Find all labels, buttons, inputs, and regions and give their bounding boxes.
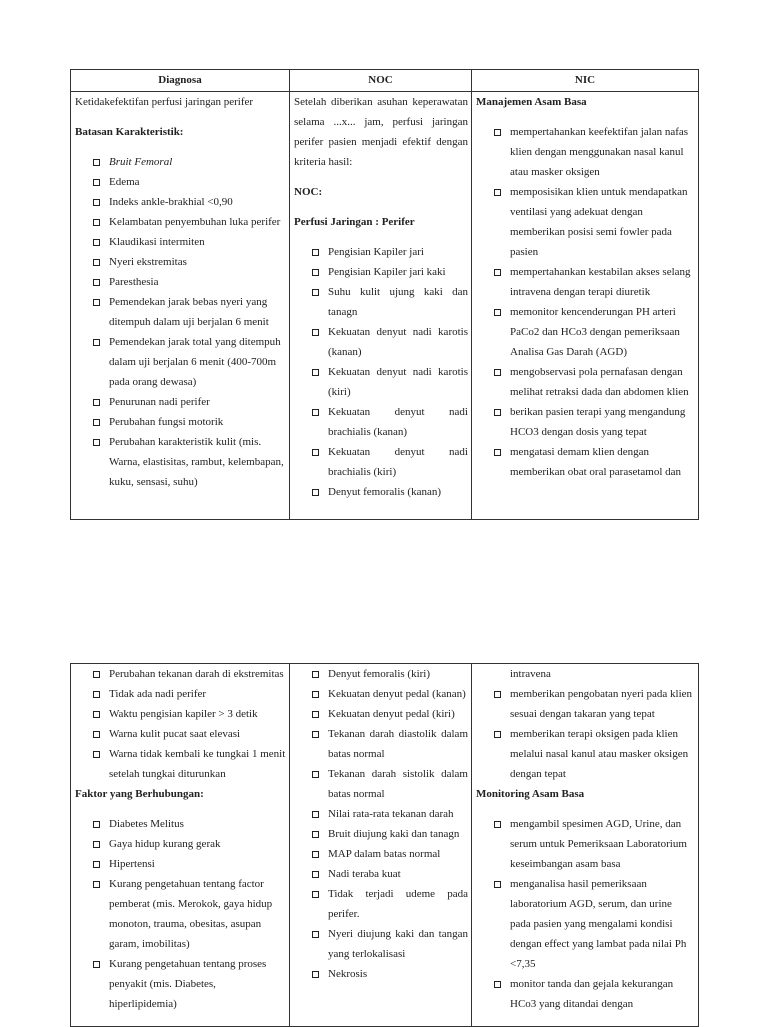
noc-cell xyxy=(290,664,472,1027)
list-item: Denyut femoralis (kanan) xyxy=(310,482,468,502)
noc-heading: Perfusi Jaringan : Perifer xyxy=(294,216,415,228)
list-item: Kekuatan denyut nadi karotis (kanan) xyxy=(310,322,468,362)
header-row xyxy=(71,70,699,92)
list-item: monitor tanda dan gejala kekurangan HCo3 yang ditandai dengan xyxy=(492,974,695,1014)
nic-list xyxy=(476,664,695,784)
list-item: Kekuatan denyut nadi brachialis (kanan) xyxy=(310,402,468,442)
list-item: Perubahan fungsi motorik xyxy=(91,412,286,432)
content-row xyxy=(71,92,699,520)
list-item: Kekuatan denyut pedal (kiri) xyxy=(310,704,468,724)
list-item: mempertahankan keefektifan jalan nafas klien dengan menggunakan nasal kanul atau masker oksigen xyxy=(492,122,695,182)
list-item: Tidak terjadi udeme pada perifer. xyxy=(310,884,468,924)
list-item: Tekanan darah diastolik dalam batas normal xyxy=(310,724,468,764)
list-item: Kurang pengetahuan tentang proses penyakit (mis. Diabetes, hiperlipidemia) xyxy=(91,954,286,1014)
list-item: Gaya hidup kurang gerak xyxy=(91,834,286,854)
list-item: Pemendekan jarak total yang ditempuh dalam uji berjalan 6 menit (400-700m pada orang dewasa) xyxy=(91,332,286,392)
list-item: Pengisian Kapiler jari xyxy=(310,242,468,262)
list-item: Nekrosis xyxy=(310,964,468,984)
list-item: Perubahan tekanan darah di ekstremitas xyxy=(91,664,286,684)
list-item: Warna tidak kembali ke tungkai 1 menit setelah tungkai diturunkan xyxy=(91,744,286,784)
noc-list xyxy=(294,242,468,502)
list-item: Pemendekan jarak bebas nyeri yang ditempuh dalam uji berjalan 6 menit xyxy=(91,292,286,332)
diagnosa-cell xyxy=(71,92,290,520)
list-item: Tekanan darah sistolik dalam batas normal xyxy=(310,764,468,804)
noc-intro: Setelah diberikan asuhan keperawatan selama ...x... jam, perfusi jaringan perifer pasien menjadi efektif dengan kriteria hasil: xyxy=(294,96,468,168)
diagnosa-title: Ketidakefektifan perfusi jaringan perifer xyxy=(75,96,254,108)
header-nic: NIC xyxy=(472,70,699,92)
batasan-list xyxy=(75,152,286,492)
list-item: Kekuatan denyut pedal (kanan) xyxy=(310,684,468,704)
noc-cell xyxy=(290,92,472,520)
list-item: Bruit diujung kaki dan tanagn xyxy=(310,824,468,844)
list-item: memberikan terapi oksigen pada klien melalui nasal kanul atau masker oksigen dengan tepat xyxy=(492,724,695,784)
care-plan-table-1 xyxy=(70,69,699,520)
list-item: Nyeri ekstremitas xyxy=(91,252,286,272)
list-item: menganalisa hasil pemeriksaan laboratorium AGD, serum, dan urine pada pasien yang mengalami kondisi dengan effect yang lambat pada nilai Ph <7,35 xyxy=(492,874,695,974)
list-item: Penurunan nadi perifer xyxy=(91,392,286,412)
list-item: Paresthesia xyxy=(91,272,286,292)
list-item: Waktu pengisian kapiler > 3 detik xyxy=(91,704,286,724)
list-item: Nadi teraba kuat xyxy=(310,864,468,884)
monitoring-heading: Monitoring Asam Basa xyxy=(476,788,585,800)
faktor-list xyxy=(75,814,286,1014)
nic-heading: Manajemen Asam Basa xyxy=(476,96,587,108)
monitoring-list xyxy=(476,814,695,1014)
header-noc: NOC xyxy=(290,70,472,92)
header-diagnosa: Diagnosa xyxy=(71,70,290,92)
nic-cell xyxy=(472,92,699,520)
list-item: Denyut femoralis (kiri) xyxy=(310,664,468,684)
list-item: Kekuatan denyut nadi brachialis (kiri) xyxy=(310,442,468,482)
content-row xyxy=(71,664,699,1027)
diagnosa-list xyxy=(75,664,286,784)
list-item: Suhu kulit ujung kaki dan tanagn xyxy=(310,282,468,322)
list-item: Nilai rata-rata tekanan darah xyxy=(310,804,468,824)
list-item: Tidak ada nadi perifer xyxy=(91,684,286,704)
care-plan-table-2 xyxy=(70,663,699,1027)
list-item: Bruit Femoral xyxy=(91,152,286,172)
list-item: mempertahankan kestabilan akses selang intravena dengan terapi diuretik xyxy=(492,262,695,302)
list-item: Kelambatan penyembuhan luka perifer xyxy=(91,212,286,232)
list-item: Pengisian Kapiler jari kaki xyxy=(310,262,468,282)
nic-list xyxy=(476,122,695,482)
list-item: mengatasi demam klien dengan memberikan obat oral parasetamol dan xyxy=(492,442,695,482)
list-item: Hipertensi xyxy=(91,854,286,874)
list-item: MAP dalam batas normal xyxy=(310,844,468,864)
noc-label: NOC: xyxy=(294,186,323,198)
batasan-heading: Batasan Karakteristik: xyxy=(75,126,184,138)
noc-list xyxy=(294,664,468,984)
diagnosa-cell xyxy=(71,664,290,1027)
list-item: mengobservasi pola pernafasan dengan melihat retraksi dada dan abdomen klien xyxy=(492,362,695,402)
list-item: memonitor kencenderungan PH arteri PaCo2 dan HCo3 dengan pemeriksaan Analisa Gas Darah (AGD) xyxy=(492,302,695,362)
list-item: Klaudikasi intermiten xyxy=(91,232,286,252)
list-item: Kurang pengetahuan tentang factor pemberat (mis. Merokok, gaya hidup monoton, trauma, obesitas, asupan garam, imobilitas) xyxy=(91,874,286,954)
list-item: berikan pasien terapi yang mengandung HCO3 dengan dosis yang tepat xyxy=(492,402,695,442)
list-item: memposisikan klien untuk mendapatkan ventilasi yang adekuat dengan memberikan posisi semi fowler pada pasien xyxy=(492,182,695,262)
list-item: Warna kulit pucat saat elevasi xyxy=(91,724,286,744)
list-item-continued: intravena xyxy=(510,668,551,680)
list-item: mengambil spesimen AGD, Urine, dan serum untuk Pemeriksaan Laboratorium keseimbangan asam basa xyxy=(492,814,695,874)
list-item: Indeks ankle-brakhial <0,90 xyxy=(91,192,286,212)
list-item: Kekuatan denyut nadi karotis (kiri) xyxy=(310,362,468,402)
list-item: Edema xyxy=(91,172,286,192)
list-item: Nyeri diujung kaki dan tangan yang terlokalisasi xyxy=(310,924,468,964)
faktor-heading: Faktor yang Berhubungan: xyxy=(75,788,204,800)
list-item: memberikan pengobatan nyeri pada klien sesuai dengan takaran yang tepat xyxy=(492,684,695,724)
list-item: Perubahan karakteristik kulit (mis. Warna, elastisitas, rambut, kelembapan, kuku, sensasi, suhu) xyxy=(91,432,286,492)
list-item: Diabetes Melitus xyxy=(91,814,286,834)
nic-cell xyxy=(472,664,699,1027)
